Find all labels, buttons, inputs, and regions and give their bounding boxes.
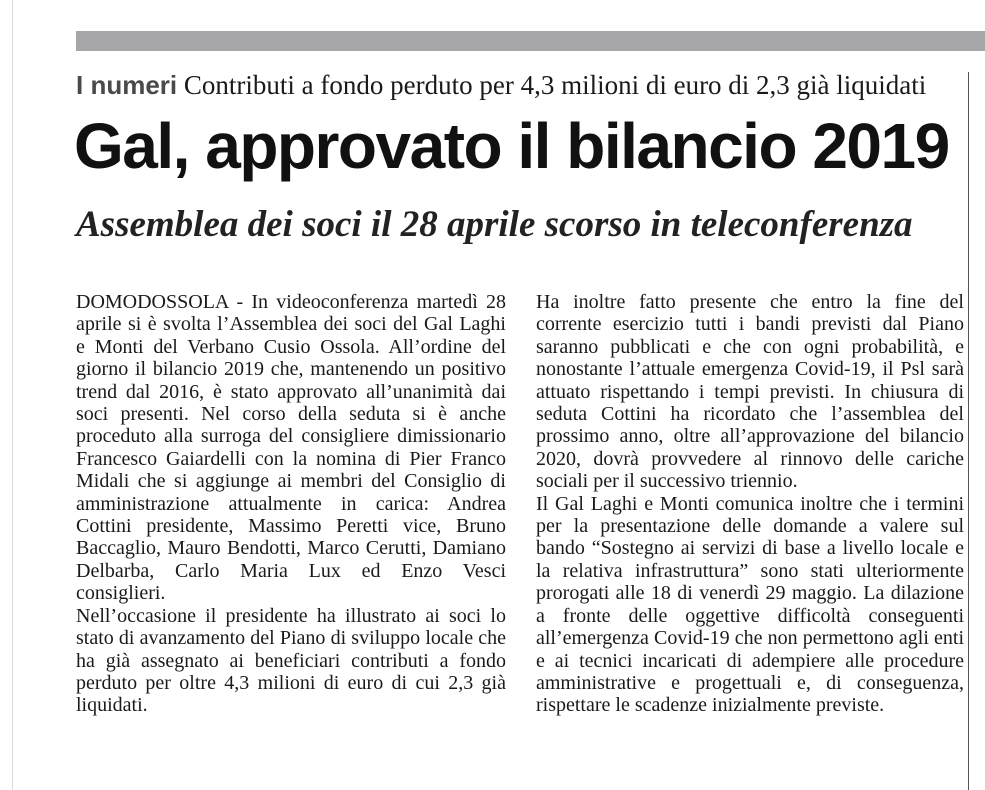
- article-paragraph: Nell’occasione il presidente ha illustrato ai soci lo stato di avanzamento del Piano di sviluppo locale che ha già assegnato ai beneficiari contributi a fondo perduto per oltre 4,3 milioni di euro di cui 2,3 già liquidati.: [76, 604, 506, 717]
- article-column-right: [536, 291, 964, 717]
- kicker-tag: I numeri: [76, 70, 178, 100]
- kicker-text: Contributi a fondo perduto per 4,3 milioni di euro di 2,3 già liquidati: [183, 70, 927, 100]
- headline: Gal, approvato il bilancio 2019: [74, 110, 949, 182]
- article-paragraph: Il Gal Laghi e Monti comunica inoltre che i termini per la presentazione delle domande a valere sul bando “Sostegno ai servizi di base a livello locale e la relativa infrastruttura” sono stati ulteriormente prorogati alle 18 di venerdì 29 maggio. La dilazione a fronte delle oggettive difficoltà conseguenti all’emergenza Covid-19 che non permettono agli enti e ai tecnici incaricati di adempiere alle procedure amministrative e progettuali e, di conseguenza, rispettare le scadenze inizialmente previste.: [536, 492, 964, 717]
- article-paragraph: Ha inoltre fatto presente che entro la fine del corrente esercizio tutti i bandi previsti dal Piano saranno pubblicati e che con ogni probabilità, e nonostante l’attuale emergenza Covid-19, il Psl sarà attuato rispettando i tempi previsti. In chiusura di seduta Cottini ha ricordato che l’assemblea del prossimo anno, oltre all’approvazione del bilancio 2020, dovrà provvedere al rinnovo delle cariche sociali per il successivo triennio.: [536, 291, 964, 493]
- subhead: Assemblea dei soci il 28 aprile scorso in teleconferenza: [76, 204, 913, 245]
- header-band: [76, 31, 985, 51]
- kicker: [76, 68, 966, 102]
- page-edge-strip: [0, 0, 13, 790]
- article-column-left: [76, 291, 506, 717]
- article-paragraph: DOMODOSSOLA - In videoconferenza martedì 28 aprile si è svolta l’Assemblea dei soci del Gal Laghi e Monti del Verbano Cusio Ossola. All’ordine del giorno il bilancio 2019 che, mantenendo un positivo trend dal 2016, è stato approvato all’unanimità dai soci presenti. Nel corso della seduta si è anche proceduto alla surroga del consigliere dimissionario Francesco Gaiardelli con la nomina di Pier Franco Midali che si aggiunge ai membri del Consiglio di amministrazione attualmente in carica: Andrea Cottini presidente, Massimo Peretti vice, Bruno Baccaglio, Mauro Bendotti, Marco Cerutti, Damiano Delbarba, Carlo Maria Lux ed Enzo Vesci consiglieri.: [76, 291, 506, 605]
